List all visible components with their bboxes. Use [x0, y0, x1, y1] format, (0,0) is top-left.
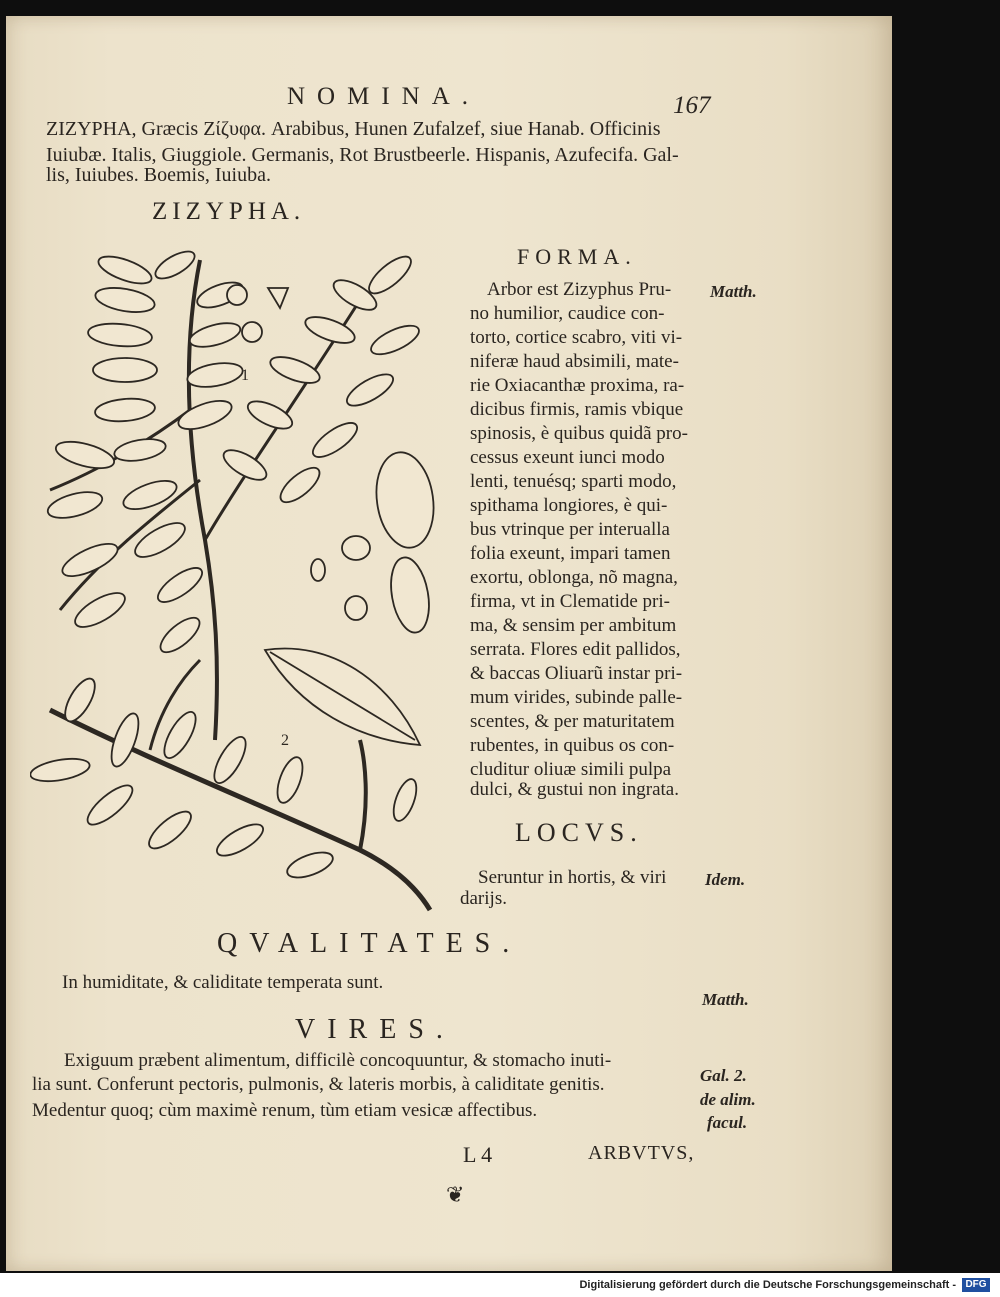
- vires-line: Medentur quoq; cùm maximè renum, tùm etiam vesicæ affectibus.: [32, 1100, 538, 1121]
- forma-line: folia exeunt, impari tamen: [470, 543, 671, 564]
- vires-line: Exiguum præbent alimentum, difficilè concoquuntur, & stomacho inuti-: [64, 1050, 612, 1071]
- qualitates-heading: QVALITATES.: [217, 928, 522, 959]
- forma-line: ma, & sensim per ambitum: [470, 615, 677, 636]
- forma-line: lenti, tenuésq; sparti modo,: [470, 471, 677, 492]
- running-title: NOMINA.: [287, 83, 481, 110]
- nomina-line-1: ZIZYPHA, Græcis Ζίζυφα. Arabibus, Hunen Zufalzef, siue Hanab. Officinis: [46, 118, 661, 140]
- vires-heading: VIRES.: [295, 1014, 455, 1045]
- locus-margin-note: Idem.: [705, 870, 746, 889]
- locus-line: Seruntur in hortis, & viri: [478, 867, 667, 888]
- forma-heading: FORMA.: [517, 244, 637, 269]
- vires-margin-note-3: facul.: [707, 1113, 748, 1132]
- vires-margin-note-1: Gal. 2.: [700, 1066, 747, 1085]
- forma-line: bus vtrinque per interualla: [470, 519, 670, 540]
- page-number: 167: [673, 92, 711, 119]
- forma-margin-note: Matth.: [710, 282, 757, 301]
- forma-line: niferæ haud absimili, mate-: [470, 351, 679, 372]
- forma-line: torto, cortice scabro, viti vi-: [470, 327, 683, 348]
- nomina-line-3: lis, Iuiubes. Boemis, Iuiuba.: [46, 164, 271, 186]
- dfg-logo: DFG: [962, 1278, 990, 1292]
- figure-label-2: 2: [281, 732, 289, 749]
- forma-line: spithama longiores, è qui-: [470, 495, 668, 516]
- forma-line: scentes, & per maturitatem: [470, 711, 675, 732]
- forma-line: serrata. Flores edit pallidos,: [470, 639, 681, 660]
- forma-line: mum virides, subinde palle-: [470, 687, 683, 708]
- fleuron-ornament: ❦: [446, 1182, 465, 1207]
- forma-line: firma, vt in Clematide pri-: [470, 591, 670, 612]
- forma-line: spinosis, è quibus quidã pro-: [470, 423, 688, 444]
- qualitates-text: In humiditate, & caliditate temperata sunt.: [62, 972, 384, 993]
- forma-line: exortu, oblonga, nõ magna,: [470, 567, 678, 588]
- zizypha-woodcut-illustration: [30, 240, 450, 930]
- forma-line: rubentes, in quibus os con-: [470, 735, 675, 756]
- locus-heading: LOCVS.: [515, 818, 643, 847]
- signature-mark: L 4: [463, 1142, 493, 1167]
- locus-line: darijs.: [460, 888, 507, 909]
- figure-title: ZIZYPHA.: [152, 198, 306, 225]
- forma-line: cessus exeunt iunci modo: [470, 447, 665, 468]
- forma-line: cluditur oliuæ simili pulpa: [470, 759, 672, 780]
- forma-line: dulci, & gustui non ingrata.: [470, 779, 679, 800]
- forma-line: dicibus firmis, ramis vbique: [470, 399, 684, 420]
- forma-line: no humilior, caudice con-: [470, 303, 665, 324]
- forma-line: rie Oxiacanthæ proxima, ra-: [470, 375, 685, 396]
- nomina-line-2: Iuiubæ. Italis, Giuggiole. Germanis, Rot Brustbeerle. Hispanis, Azufecifa. Gal-: [46, 144, 679, 166]
- catchword: ARBVTVS,: [588, 1142, 695, 1164]
- vires-margin-note-2: de alim.: [700, 1090, 756, 1109]
- forma-line: Arbor est Zizyphus Pru-: [487, 279, 672, 300]
- qualitates-margin-note: Matth.: [702, 990, 749, 1009]
- funding-credit: Digitalisierung gefördert durch die Deutsche Forschungsgemeinschaft -: [579, 1279, 956, 1291]
- forma-line: & baccas Oliuarũ instar pri-: [470, 663, 683, 684]
- figure-label-1: 1: [241, 367, 249, 384]
- vires-line: lia sunt. Conferunt pectoris, pulmonis, & lateris morbis, à caliditate genitis.: [32, 1074, 605, 1095]
